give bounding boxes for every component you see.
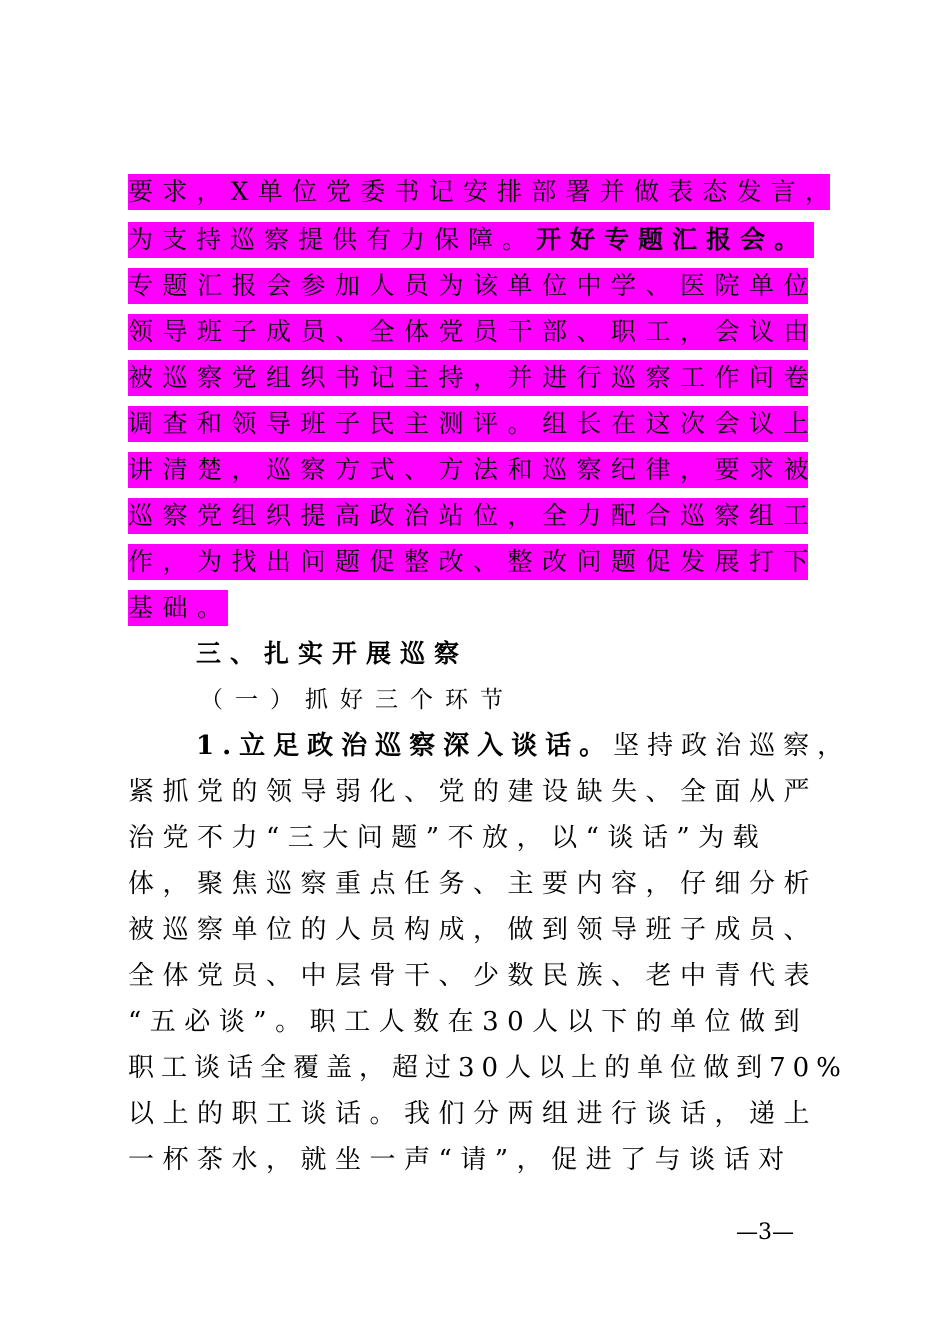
- line-text: [128, 222, 814, 258]
- line-text: 作，为找出问题促整改、整改问题促发展打下: [128, 547, 819, 576]
- highlighted-line: [128, 314, 819, 350]
- highlighted-line: [128, 406, 819, 442]
- line-char: 委: [360, 177, 386, 206]
- body-line-text: 治党不力“三大问题”不放，以“谈话”为载: [128, 823, 768, 853]
- subsection-heading-text: （一）抓好三个环节: [200, 687, 515, 713]
- body-line-text: 全体党员、中层骨干、少数民族、老中青代表: [128, 961, 819, 991]
- body-line: [128, 1004, 808, 1040]
- line-text: 巡察党组织提高政治站位，全力配合巡察组工: [128, 501, 819, 530]
- line-char: 言: [770, 177, 796, 206]
- body-line-text: 体，聚焦巡察重点任务、主要内容，仔细分析: [128, 869, 819, 899]
- line-char: 部: [531, 177, 557, 206]
- line-char: 署: [565, 177, 591, 206]
- section-heading: [196, 636, 468, 672]
- line-char: 位: [291, 177, 317, 206]
- body-line: [128, 820, 767, 856]
- body-line: [128, 774, 818, 810]
- line-char: 安: [462, 177, 488, 206]
- body-line-text: 职工谈话全覆盖，超过30人以上的单位做到70%: [128, 1053, 848, 1083]
- line-text: 专题汇报会参加人员为该单位中学、医院单位: [128, 271, 819, 300]
- line-char: 发: [736, 177, 762, 206]
- line-char: 态: [702, 177, 728, 206]
- highlighted-line: [128, 174, 830, 210]
- line-text: 讲清楚，巡察方式、方法和巡察纪律，要求被: [128, 455, 819, 484]
- subsection-heading: [200, 682, 515, 718]
- highlighted-line: [128, 222, 814, 258]
- line-char: 并: [599, 177, 625, 206]
- body-line: [128, 1096, 818, 1132]
- line-text: [128, 174, 830, 210]
- body-line: [128, 1142, 793, 1178]
- body-line: [128, 1050, 848, 1086]
- line-char: ，: [196, 177, 222, 206]
- body-line: [128, 912, 818, 948]
- line-text-normal: 为支持巡察提供有力保障。: [128, 225, 537, 254]
- body-line-text: “五必谈”。职工人数在30人以下的单位做到: [128, 1007, 809, 1037]
- line-char: 求: [162, 177, 188, 206]
- line-char: 单: [257, 177, 283, 206]
- line-char: 党: [326, 177, 352, 206]
- highlighted-line: [128, 498, 819, 534]
- highlighted-line: [128, 268, 819, 304]
- highlighted-line: [128, 544, 819, 580]
- line-char: X: [230, 177, 249, 206]
- line-char: ，: [804, 177, 830, 206]
- line-char: 记: [428, 177, 454, 206]
- page-number: —3—: [736, 1220, 794, 1245]
- section-heading-text: 三、扎实开展巡察: [196, 639, 469, 668]
- line-text: 领导班子成员、全体党员干部、职工，会议由: [128, 317, 819, 346]
- body-line: [128, 866, 818, 902]
- line-char: 做: [633, 177, 659, 206]
- body-line-text: 一杯茶水，就坐一声“请”，促进了与谈话对: [128, 1145, 793, 1175]
- body-line-text: 以上的职工谈话。我们分两组进行谈话，递上: [128, 1099, 819, 1129]
- line-text: 被巡察党组织书记主持，并进行巡察工作问卷: [128, 363, 819, 392]
- paragraph-first-line: [196, 728, 851, 764]
- line-text: 调查和领导班子民主测评。组长在这次会议上: [128, 409, 819, 438]
- paragraph-lead-rest: 坚持政治巡察，: [613, 731, 852, 761]
- line-char: 要: [128, 177, 154, 206]
- line-char: 排: [497, 177, 523, 206]
- paragraph-lead-bold: 1.立足政治巡察深入谈话。: [196, 731, 614, 761]
- body-line: [128, 958, 818, 994]
- body-line-text: 被巡察单位的人员构成，做到领导班子成员、: [128, 915, 819, 945]
- body-line-text: 紧抓党的领导弱化、党的建设缺失、全面从严: [128, 777, 819, 807]
- highlighted-line: [128, 360, 819, 396]
- highlighted-line: [128, 452, 819, 488]
- highlighted-line: [128, 590, 232, 626]
- line-char: 表: [668, 177, 694, 206]
- line-text: 基础。: [128, 593, 232, 622]
- line-text-bold: 开好专题汇报会。: [536, 225, 809, 254]
- line-char: 书: [394, 177, 420, 206]
